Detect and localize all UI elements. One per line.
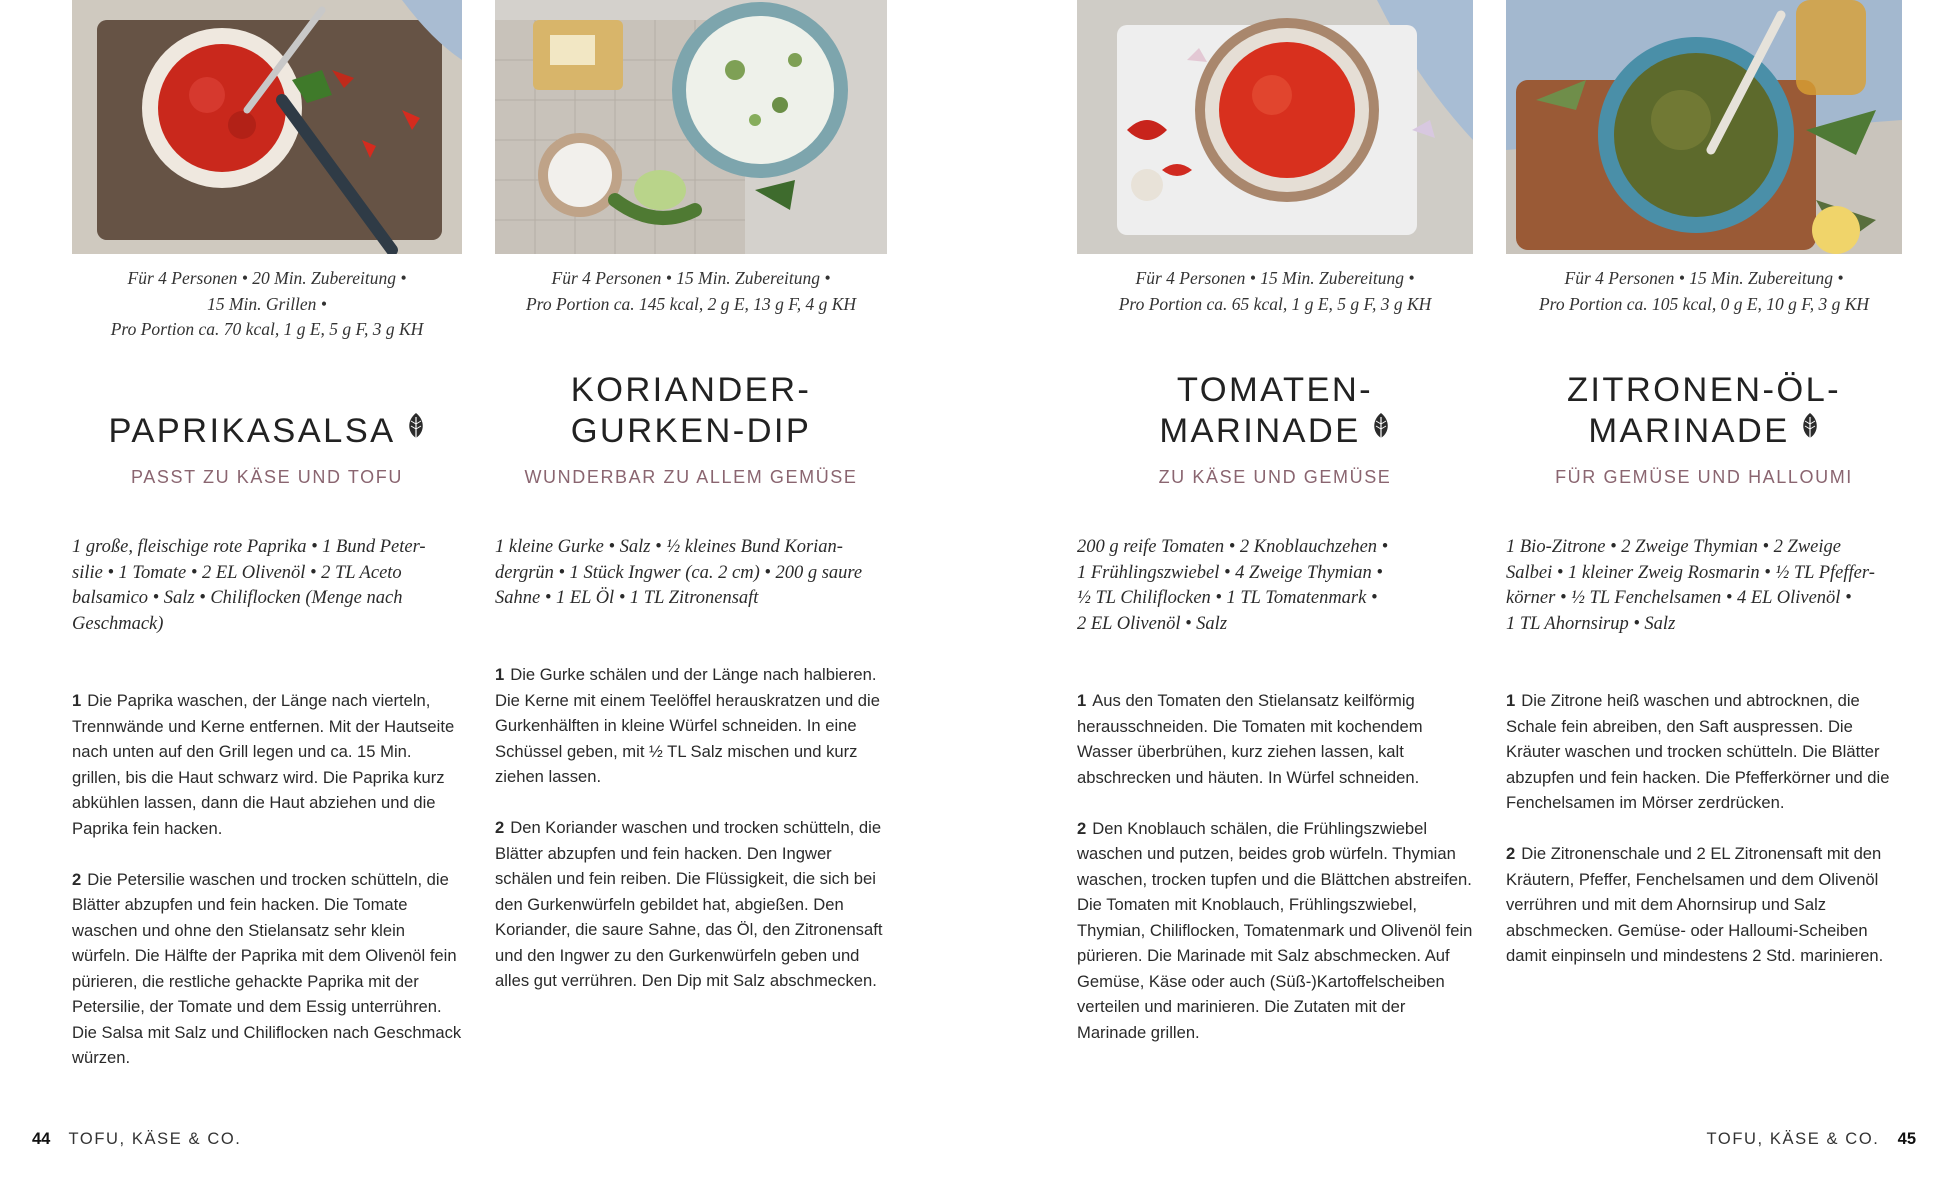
ingredient-line: 1 Frühlingszwiebel • 4 Zweige Thymian • <box>1077 562 1383 583</box>
recipe-subtitle: FÜR GEMÜSE UND HALLOUMI <box>1555 467 1853 487</box>
ingredient-list <box>1077 535 1473 637</box>
step-number: 1 <box>72 691 82 710</box>
ingredient-list <box>1506 535 1902 637</box>
recipe-meta <box>72 266 462 343</box>
meta-line: Pro Portion ca. 65 kcal, 1 g E, 5 g F, 3 g KH <box>1118 293 1432 314</box>
ingredient-line: ½ TL Chiliflocken • 1 TL Tomatenmark • <box>1077 588 1378 608</box>
step-number: 2 <box>1506 844 1516 863</box>
ingredient-line: 1 große, fleischige rote Paprika • 1 Bund Peter- <box>72 537 426 557</box>
recipe-photo-zitronen-oel-marinade <box>1506 0 1902 254</box>
meta-line: Für 4 Personen • 15 Min. Zubereitung • <box>1564 268 1844 288</box>
step-number: 2 <box>1077 818 1087 838</box>
step-text: Die Zitronenschale und 2 EL Zitronensaft mit den Kräutern, Pfeffer, Fenchelsamen und dem Olivenöl verrühren und mit dem Ahornsirup und Salz abschmecken. Gemüse- oder Halloumi-Scheiben damit einpinseln und mindestens 2 Std. marinieren. <box>1506 844 1884 965</box>
recipe-steps <box>1506 688 1902 994</box>
section-label-right: TOFU, KÄSE & CO. <box>1706 1130 1880 1148</box>
recipe-meta <box>1077 266 1473 317</box>
leaf-icon <box>1800 409 1820 450</box>
meta-line: Für 4 Personen • 20 Min. Zubereitung • <box>127 268 407 288</box>
step-number: 1 <box>1506 691 1516 710</box>
step-text: Die Paprika waschen, der Länge nach vierteln, Trennwände und Kerne entfernen. Mit der Hautseite nach unten auf den Grill legen und ca. 15 Min. grillen, bis die Haut schwarz wird. Die Paprika kurz abkühlen lassen, dann die Haut abziehen und die Paprika fein hacken. <box>72 691 455 838</box>
recipe-title <box>495 370 887 452</box>
recipe-title-line: PAPRIKASALSA <box>108 412 396 450</box>
step <box>1077 816 1473 1046</box>
recipe-subtitle: PASST ZU KÄSE UND TOFU <box>131 467 403 487</box>
ingredient-line: 1 TL Ahornsirup • Salz <box>1506 613 1676 634</box>
ingredient-line: 200 g reife Tomaten • 2 Knoblauchzehen • <box>1077 537 1389 557</box>
step-text: Den Knoblauch schälen, die Frühlingszwiebel waschen und putzen, beides grob würfeln. Thymian waschen, trocken tupfen und die Blättchen abstreifen. Die Tomaten mit Knoblauch, Frühlingszwiebel, Thymian, Chiliflocken, Tomatenmark und Olivenöl fein pürieren. Die Marinade mit Salz abschmecken. Auf Gemüse, Käse oder auch (Süß-)Kartoffelscheiben verteilen und marinieren. Die Zutaten mit der Marinade grillen. <box>1077 818 1473 1042</box>
recipe-title <box>1506 370 1902 453</box>
meta-line: Pro Portion ca. 105 kcal, 0 g E, 10 g F, 3 g KH <box>1538 293 1870 314</box>
meta-line: Pro Portion ca. 145 kcal, 2 g E, 13 g F, 4 g KH <box>525 293 857 314</box>
step <box>495 662 887 790</box>
recipe-steps <box>1077 688 1473 1071</box>
section-label-left: TOFU, KÄSE & CO. <box>68 1130 242 1148</box>
recipe-photo-koriander-gurken-dip <box>495 0 887 254</box>
page-number-right: 45 <box>1897 1130 1916 1148</box>
ingredient-line: 1 Bio-Zitrone • 2 Zweige Thymian • 2 Zweige <box>1506 537 1841 557</box>
step-text: Aus den Tomaten den Stielansatz keilförmig herausschneiden. Die Tomaten mit kochendem Wasser überbrühen, kurz ziehen lassen, kalt abschrecken und häuten. In Würfel schneiden. <box>1077 691 1423 787</box>
step-number: 2 <box>495 818 505 837</box>
recipe-title-line: MARINADE <box>1588 412 1790 450</box>
meta-line: 15 Min. Grillen • <box>207 293 327 314</box>
meta-line: Für 4 Personen • 15 Min. Zubereitung • <box>1135 268 1415 288</box>
recipe-title-line: KORIANDER- <box>570 371 812 409</box>
recipe-title-line: TOMATEN- <box>1176 371 1374 409</box>
ingredient-line: Geschmack) <box>72 613 164 634</box>
step <box>72 867 462 1071</box>
step-text: Den Koriander waschen und trocken schütteln, die Blätter abzupfen und fein hacken. Den Ingwer schälen und fein reiben. Die Flüssigkeit, die sich bei den Gurkenwürfeln gebildet hat, abgießen. Den Koriander, die saure Sahne, das Öl, den Zitronensaft und den Ingwer zu den Gurkenwürfeln geben und alles gut verrühren. Den Dip mit Salz abschmecken. <box>495 818 883 990</box>
recipe-title <box>72 411 462 453</box>
ingredient-list <box>495 535 887 612</box>
recipe-photo-tomaten-marinade <box>1077 0 1473 254</box>
ingredient-line: dergrün • 1 Stück Ingwer (ca. 2 cm) • 200 g saure <box>495 562 863 583</box>
recipe-subtitle: WUNDERBAR ZU ALLEM GEMÜSE <box>524 467 858 487</box>
ingredient-line: 1 kleine Gurke • Salz • ½ kleines Bund Korian- <box>495 537 843 557</box>
ingredient-line: silie • 1 Tomate • 2 EL Olivenöl • 2 TL Aceto <box>72 562 402 583</box>
recipe-title <box>1077 370 1473 453</box>
step-number: 2 <box>72 869 82 889</box>
footer-left <box>32 1130 241 1149</box>
recipe-title-line: MARINADE <box>1159 412 1361 450</box>
leaf-icon <box>406 409 426 450</box>
step <box>495 815 887 994</box>
step-text: Die Petersilie waschen und trocken schütteln, die Blätter abzupfen und fein hacken. Die Tomate waschen und ohne den Stielansatz sehr klein würfeln. Die Hälfte der Paprika mit dem Olivenöl fein pürieren, die restliche gehackte Paprika mit der Petersilie, der Tomate und dem Essig unterrühren. Die Salsa mit Salz und Chiliflocken nach Geschmack würzen. <box>72 869 462 1067</box>
recipe-steps <box>72 688 462 1096</box>
recipe-title-line: GURKEN-DIP <box>570 412 812 450</box>
meta-line: Für 4 Personen • 15 Min. Zubereitung • <box>551 268 831 288</box>
ingredient-line: körner • ½ TL Fenchelsamen • 4 EL Olivenöl • <box>1506 588 1852 608</box>
leaf-icon <box>1371 409 1391 450</box>
step-text: Die Zitrone heiß waschen und abtrocknen, die Schale fein abreiben, den Saft auspressen. Die Kräuter waschen und trocken schütteln. Die Blätter abzupfen und fein hacken. Die Pfefferkörner und die Fenchelsamen im Mörser zerdrücken. <box>1506 691 1890 812</box>
step <box>1506 841 1902 969</box>
ingredient-list <box>72 535 462 637</box>
ingredient-line: balsamico • Salz • Chiliflocken (Menge nach <box>72 588 403 608</box>
step <box>1506 688 1902 816</box>
step-number: 1 <box>1077 691 1087 710</box>
ingredient-line: 2 EL Olivenöl • Salz <box>1077 613 1228 634</box>
ingredient-line: Sahne • 1 EL Öl • 1 TL Zitronensaft <box>495 588 759 608</box>
footer-right <box>1707 1130 1916 1149</box>
ingredient-line: Salbei • 1 kleiner Zweig Rosmarin • ½ TL Pfeffer- <box>1506 562 1875 583</box>
recipe-meta <box>1506 266 1902 317</box>
recipe-subtitle: ZU KÄSE UND GEMÜSE <box>1158 467 1392 487</box>
recipe-steps <box>495 662 887 1019</box>
step-number: 1 <box>495 665 505 684</box>
recipe-meta <box>495 266 887 317</box>
recipe-photo-paprikasalsa <box>72 0 462 254</box>
step <box>72 688 462 841</box>
step-text: Die Gurke schälen und der Länge nach halbieren. Die Kerne mit einem Teelöffel herauskratzen und die Gurkenhälften in kleine Würfel schneiden. In eine Schüssel geben, mit ½ TL Salz mischen und kurz ziehen lassen. <box>495 665 880 786</box>
step <box>1077 688 1473 790</box>
recipe-title-line: ZITRONEN-ÖL- <box>1566 371 1842 409</box>
page-number-left: 44 <box>32 1130 51 1148</box>
meta-line: Pro Portion ca. 70 kcal, 1 g E, 5 g F, 3 g KH <box>110 319 424 339</box>
